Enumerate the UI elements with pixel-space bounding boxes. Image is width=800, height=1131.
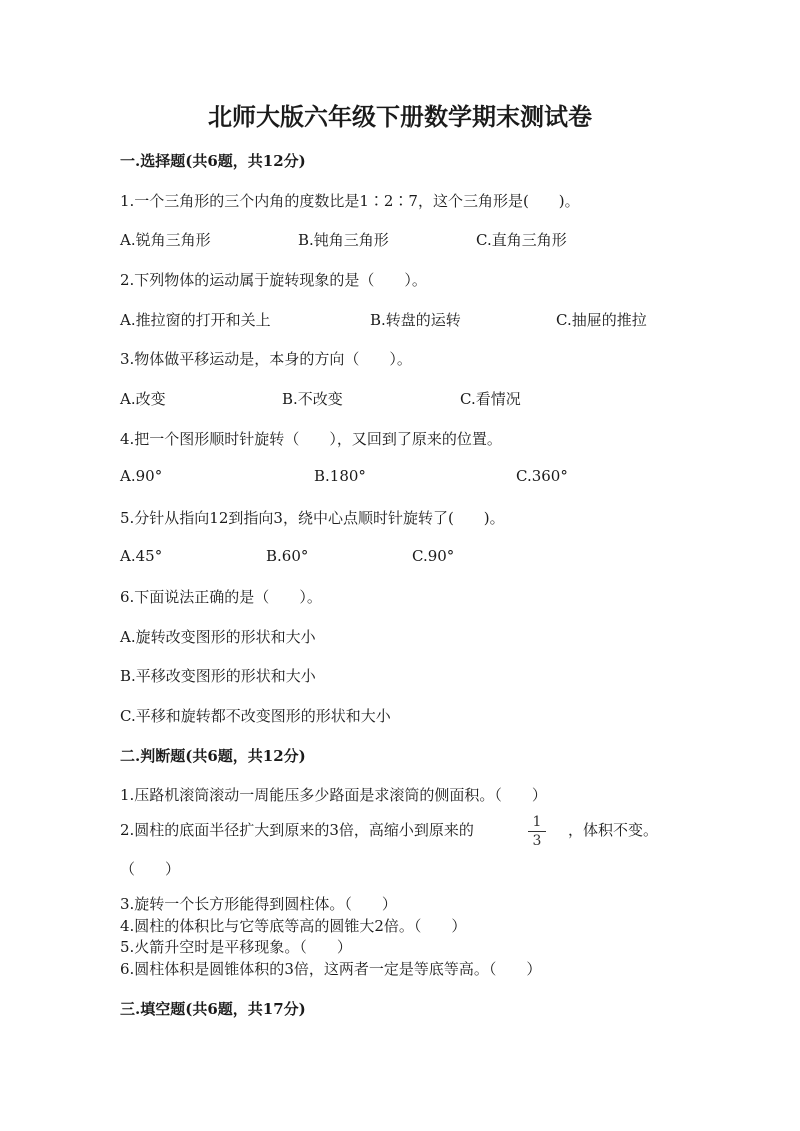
judge-question-5: 5.火箭升空时是平移现象。（ ） [120,938,352,956]
judge-question-4: 4.圆柱的体积比与它等底等高的圆锥大2倍。（ ） [120,917,467,935]
choice-q6-option-b: B.平移改变图形的形状和大小 [120,667,316,685]
fraction-bar [528,831,546,832]
choice-q5-option-b: B.60° [266,547,309,565]
choice-q4-option-b: B.180° [314,467,366,485]
choice-q4-option-a: A.90° [120,467,163,485]
section-heading-fill: 三.填空题(共6题，共17分) [120,1000,306,1018]
judge-question-2-part-c: （ ） [120,860,181,878]
choice-q2-option-b: B.转盘的运转 [370,311,461,329]
judge-question-3: 3.旋转一个长方形能得到圆柱体。（ ） [120,895,397,913]
section-heading-judge: 二.判断题(共6题，共12分) [120,747,306,765]
choice-q3-option-c: C.看情况 [460,390,521,408]
choice-q6-option-c: C.平移和旋转都不改变图形的形状和大小 [120,707,391,725]
choice-question-6: 6.下面说法正确的是（ ）。 [120,588,322,606]
choice-question-5: 5.分针从指向12到指向3，绕中心点顺时针旋转了( )。 [120,509,505,527]
choice-q2-option-a: A.推拉窗的打开和关上 [120,311,271,329]
choice-q3-option-b: B.不改变 [282,390,343,408]
choice-question-1: 1.一个三角形的三个内角的度数比是1∶2∶7，这个三角形是( )。 [120,192,580,210]
judge-question-2-part-b: ，体积不变。 [568,821,659,839]
choice-question-3: 3.物体做平移运动是，本身的方向（ ）。 [120,350,412,368]
choice-q3-option-a: A.改变 [120,390,166,408]
choice-q1-option-c: C.直角三角形 [476,231,567,249]
choice-q5-option-a: A.45° [120,547,163,565]
judge-question-6: 6.圆柱体积是圆锥体积的3倍，这两者一定是等底等高。（ ） [120,960,542,978]
fraction-denominator: 3 [532,833,542,849]
judge-question-2-part-a: 2.圆柱的底面半径扩大到原来的3倍，高缩小到原来的 [120,821,474,839]
choice-question-4: 4.把一个图形顺时针旋转（ ），又回到了原来的位置。 [120,430,502,448]
choice-q5-option-c: C.90° [412,547,455,565]
section-heading-choice: 一.选择题(共6题，共12分) [120,152,306,170]
choice-q4-option-c: C.360° [516,467,568,485]
choice-q1-option-a: A.锐角三角形 [120,231,211,249]
fraction-one-third [528,814,546,849]
choice-question-2: 2.下列物体的运动属于旋转现象的是（ ）。 [120,271,427,289]
fraction-numerator: 1 [532,814,542,830]
judge-question-1: 1.压路机滚筒滚动一周能压多少路面是求滚筒的侧面积。（ ） [120,786,547,804]
page-title: 北师大版六年级下册数学期末测试卷 [208,102,592,131]
choice-q6-option-a: A.旋转改变图形的形状和大小 [120,628,316,646]
choice-q1-option-b: B.钝角三角形 [298,231,389,249]
choice-q2-option-c: C.抽屉的推拉 [556,311,647,329]
